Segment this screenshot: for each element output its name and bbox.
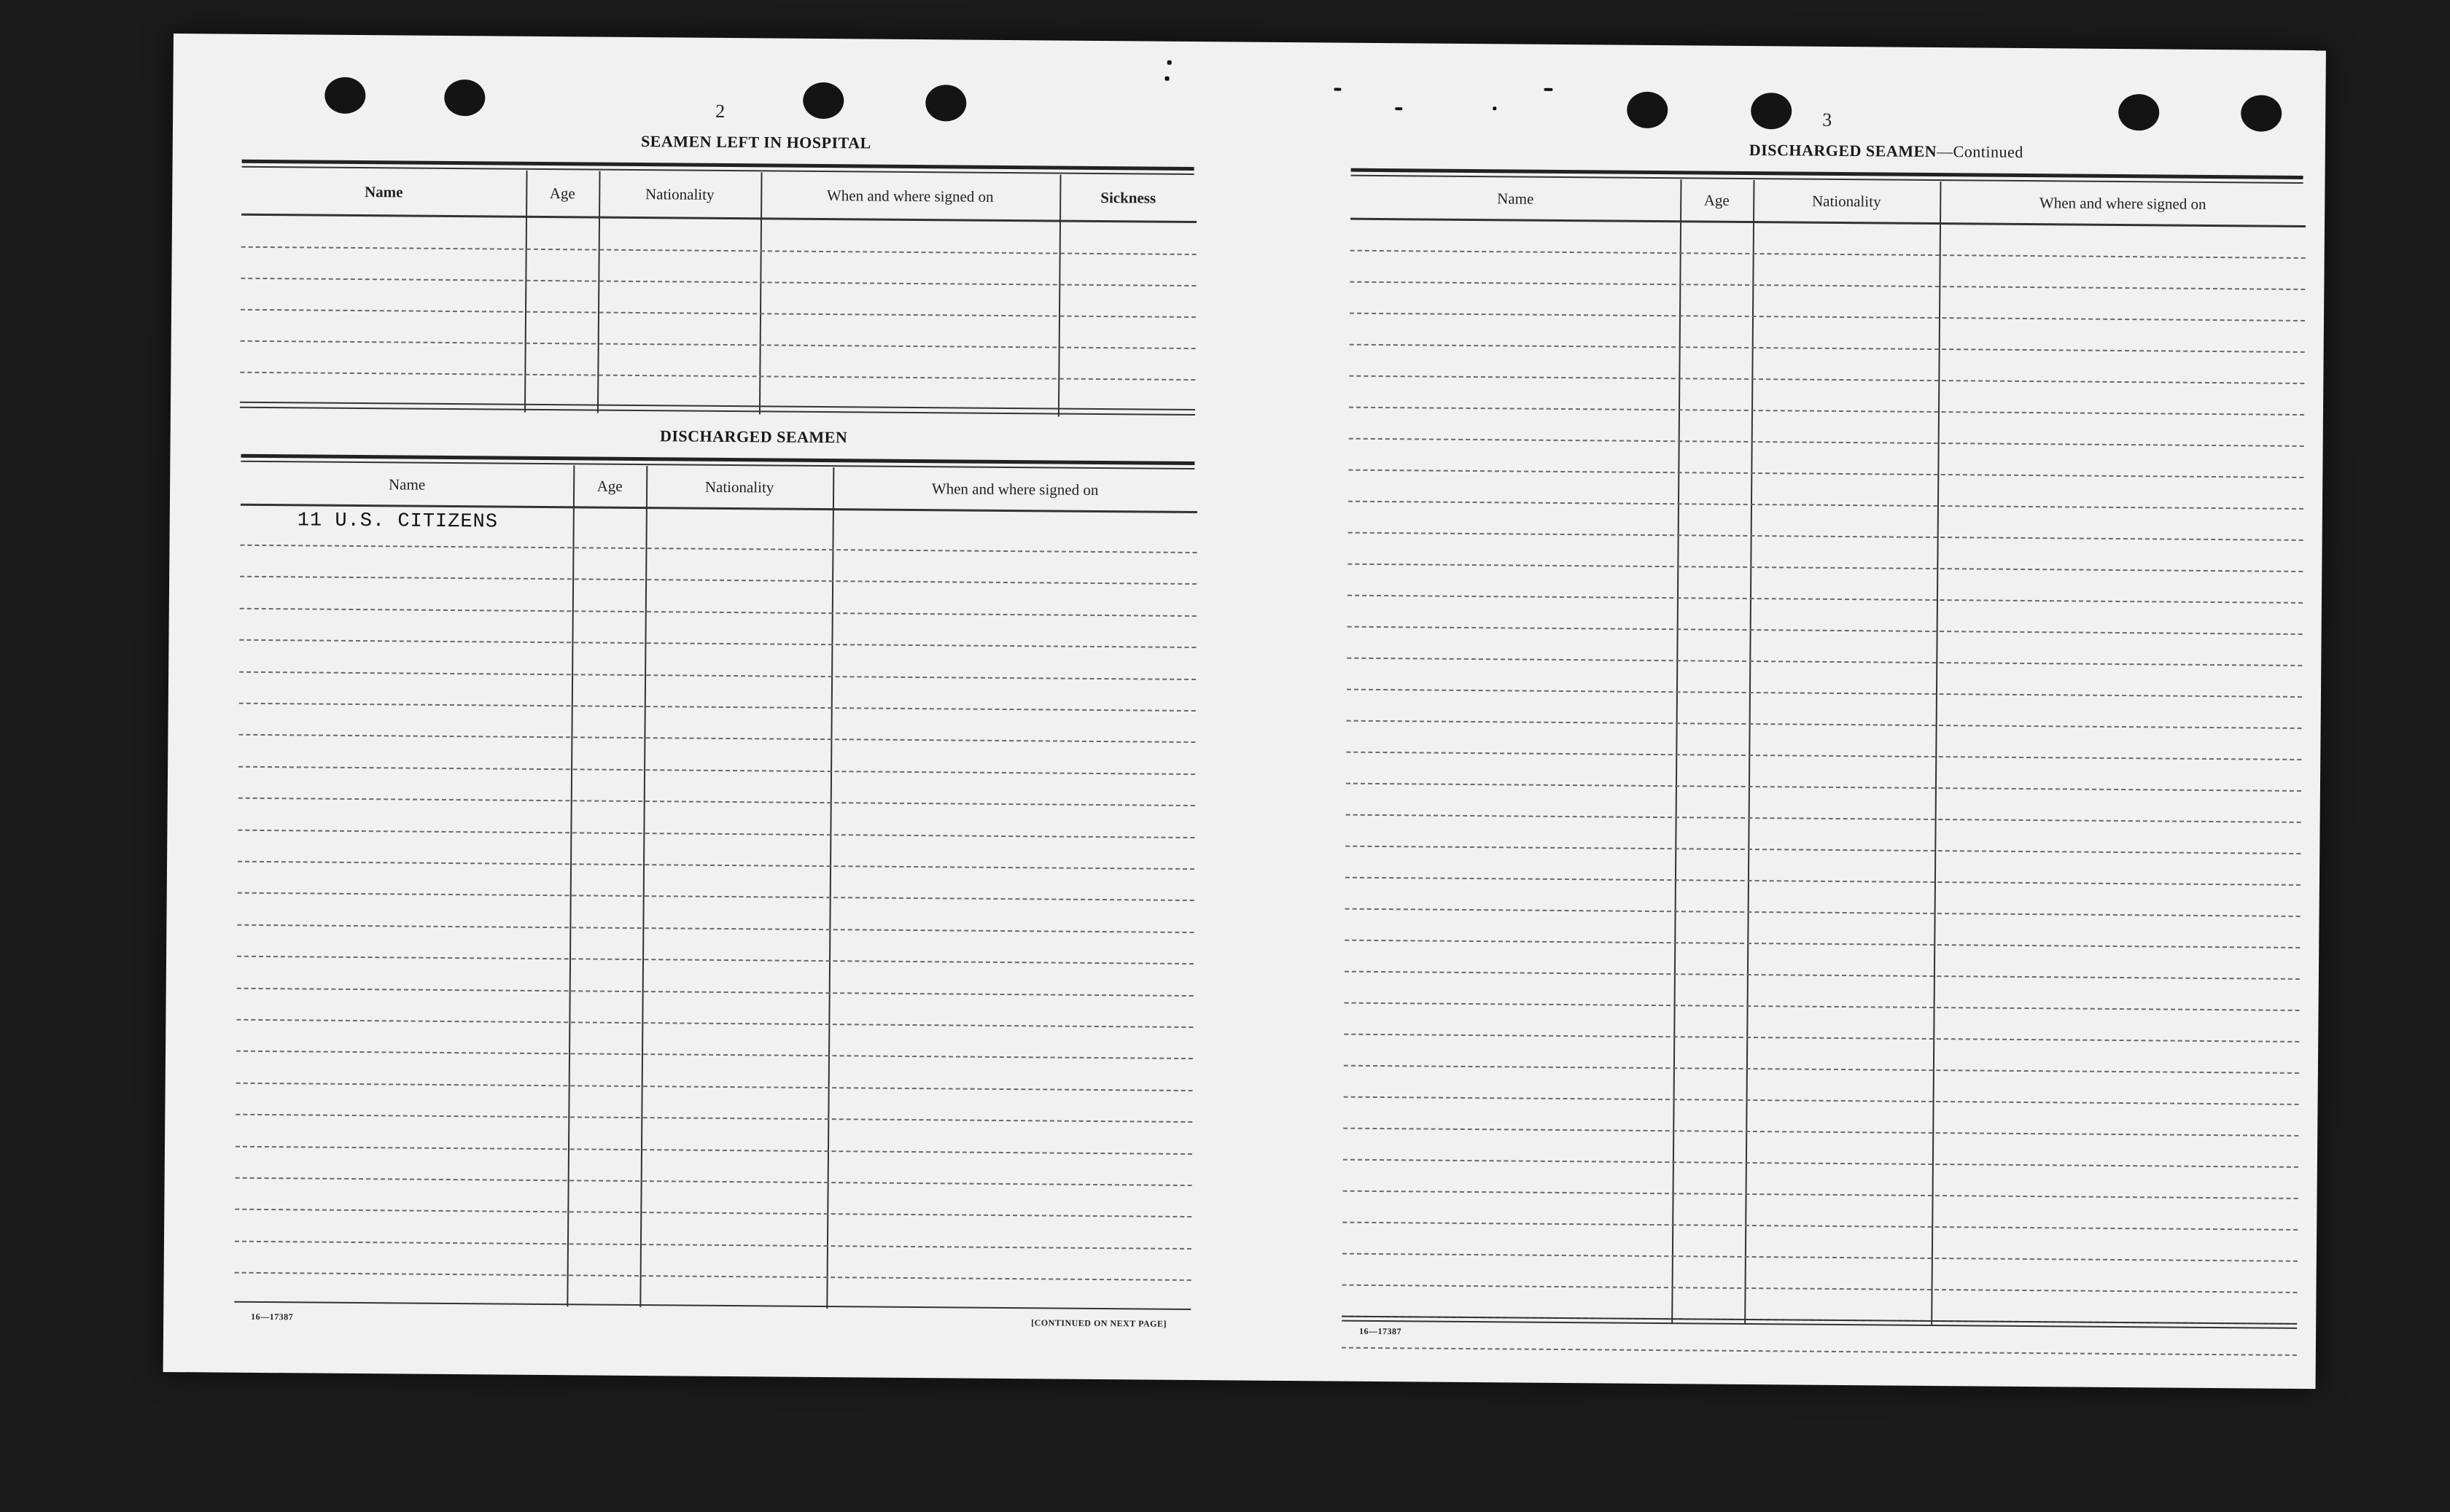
ruled-line	[237, 956, 1194, 965]
column-divider	[1671, 179, 1681, 1324]
discharged-section-title: DISCHARGED SEAMEN	[659, 426, 848, 447]
discharged-entry-text: 11 U.S. CITIZENS	[297, 510, 499, 534]
ruled-line	[235, 1272, 1191, 1281]
ruled-line	[1345, 846, 2301, 854]
ruled-line	[1345, 877, 2301, 886]
discharged-continued-table	[1342, 177, 2306, 1329]
page-number-left: 2	[715, 100, 726, 122]
table-bottom-rule	[234, 1301, 1191, 1310]
column-header-age: Age	[549, 184, 575, 202]
ruled-line	[1346, 783, 2301, 792]
ruled-line	[241, 278, 1196, 287]
ruled-line	[1347, 720, 2302, 729]
document-sheet	[163, 34, 2326, 1389]
ruled-line	[238, 892, 1194, 901]
ruled-line	[1345, 940, 2300, 948]
ruled-line	[1349, 438, 2304, 447]
ruled-line	[1346, 814, 2301, 823]
column-header-age: Age	[596, 477, 623, 495]
column-header-signed-on: When and where signed on	[826, 186, 994, 206]
ruled-line	[240, 372, 1195, 381]
ruled-line	[1348, 532, 2303, 541]
column-header-signed-on: When and where signed on	[931, 479, 1099, 499]
ruled-line	[1349, 375, 2304, 384]
speck-mark	[1493, 106, 1496, 110]
ruled-line	[237, 924, 1194, 933]
punch-hole	[324, 77, 365, 114]
ruled-line	[239, 671, 1196, 679]
ruled-line	[1346, 752, 2301, 760]
discharged-table-header	[241, 463, 1197, 513]
ruled-line	[1345, 908, 2301, 917]
column-header-name: Name	[1497, 189, 1534, 208]
speck-mark	[1334, 88, 1341, 91]
page-number-right: 3	[1822, 109, 1832, 130]
punch-hole	[444, 79, 485, 116]
ruled-line	[1342, 1347, 2297, 1356]
ruled-line	[238, 829, 1194, 838]
punch-hole	[1627, 92, 1668, 128]
punch-hole	[2118, 94, 2159, 130]
ruled-line	[241, 309, 1196, 318]
ruled-line	[238, 734, 1195, 743]
column-header-nationality: Nationality	[645, 184, 715, 203]
ruled-line	[236, 1145, 1192, 1154]
ruled-line	[1345, 1002, 2300, 1011]
ruled-line	[237, 987, 1194, 996]
speck-mark	[1544, 88, 1552, 91]
ruled-line	[1345, 971, 2300, 980]
ruled-line	[1350, 250, 2306, 259]
column-header-name: Name	[388, 475, 426, 494]
column-divider	[1744, 180, 1754, 1325]
right-section-title-suffix: —Continued	[1937, 141, 2023, 161]
ruled-line	[1343, 1190, 2298, 1199]
ruled-line	[241, 246, 1197, 255]
ruled-line	[1350, 281, 2305, 290]
form-number-left: 16—17387	[251, 1311, 294, 1322]
ruled-line	[236, 1019, 1193, 1028]
hospital-table	[240, 168, 1197, 418]
ruled-line	[1344, 1096, 2299, 1105]
ruled-line	[240, 545, 1197, 553]
ruled-line	[240, 576, 1197, 585]
discharged-continued-header	[1350, 177, 2306, 227]
ruled-line	[236, 1177, 1192, 1186]
ruled-line	[236, 1083, 1193, 1091]
ruled-line	[1342, 1285, 2298, 1293]
ruled-line	[1348, 595, 2303, 604]
hospital-section-title: SEAMEN LEFT IN HOSPITAL	[640, 132, 871, 152]
column-divider	[1931, 182, 1941, 1326]
ruled-line	[235, 1241, 1191, 1250]
ruled-line	[1350, 344, 2305, 353]
column-header-nationality: Nationality	[1811, 192, 1881, 210]
hospital-table-header	[241, 168, 1197, 223]
column-header-age: Age	[1703, 190, 1730, 209]
speck-mark	[1395, 107, 1402, 110]
ruled-line	[1344, 1034, 2299, 1043]
ruled-line	[1348, 626, 2303, 635]
ruled-line	[1348, 469, 2303, 478]
speck-mark	[1165, 77, 1170, 81]
ruled-line	[238, 861, 1194, 870]
ruled-line	[1347, 689, 2302, 698]
punch-hole	[1751, 93, 1792, 129]
form-number-right: 16—17387	[1359, 1325, 1402, 1337]
ruled-line	[1344, 1065, 2299, 1074]
ruled-line	[1342, 1253, 2298, 1262]
punch-hole	[2241, 95, 2282, 131]
ruled-line	[235, 1209, 1191, 1217]
ruled-line	[236, 1051, 1193, 1059]
ruled-line	[238, 798, 1195, 806]
ruled-line	[1350, 313, 2305, 322]
ruled-line	[241, 340, 1196, 349]
column-header-sickness: Sickness	[1100, 188, 1156, 207]
ruled-line	[1347, 658, 2302, 666]
ruled-line	[1349, 407, 2304, 416]
ruled-line	[239, 703, 1196, 712]
column-header-nationality: Nationality	[704, 478, 774, 496]
punch-hole	[925, 85, 966, 121]
ruled-line	[1343, 1128, 2298, 1137]
column-header-name: Name	[364, 182, 403, 200]
punch-hole	[803, 82, 844, 119]
ruled-line	[1342, 1222, 2298, 1231]
discharged-table	[234, 463, 1197, 1312]
speck-mark	[1167, 61, 1172, 65]
column-header-signed-on: When and where signed on	[2039, 193, 2206, 213]
ruled-line	[1343, 1159, 2298, 1168]
right-section-title	[1522, 139, 2251, 164]
ruled-line	[1348, 501, 2303, 510]
ruled-line	[238, 766, 1195, 775]
ruled-line	[240, 608, 1197, 617]
continued-note: [CONTINUED ON NEXT PAGE]	[1031, 1317, 1167, 1329]
right-section-title-main: DISCHARGED SEAMEN	[1749, 140, 1937, 160]
ruled-line	[239, 639, 1196, 648]
ruled-line	[1348, 564, 2303, 572]
ruled-line	[236, 1114, 1192, 1123]
